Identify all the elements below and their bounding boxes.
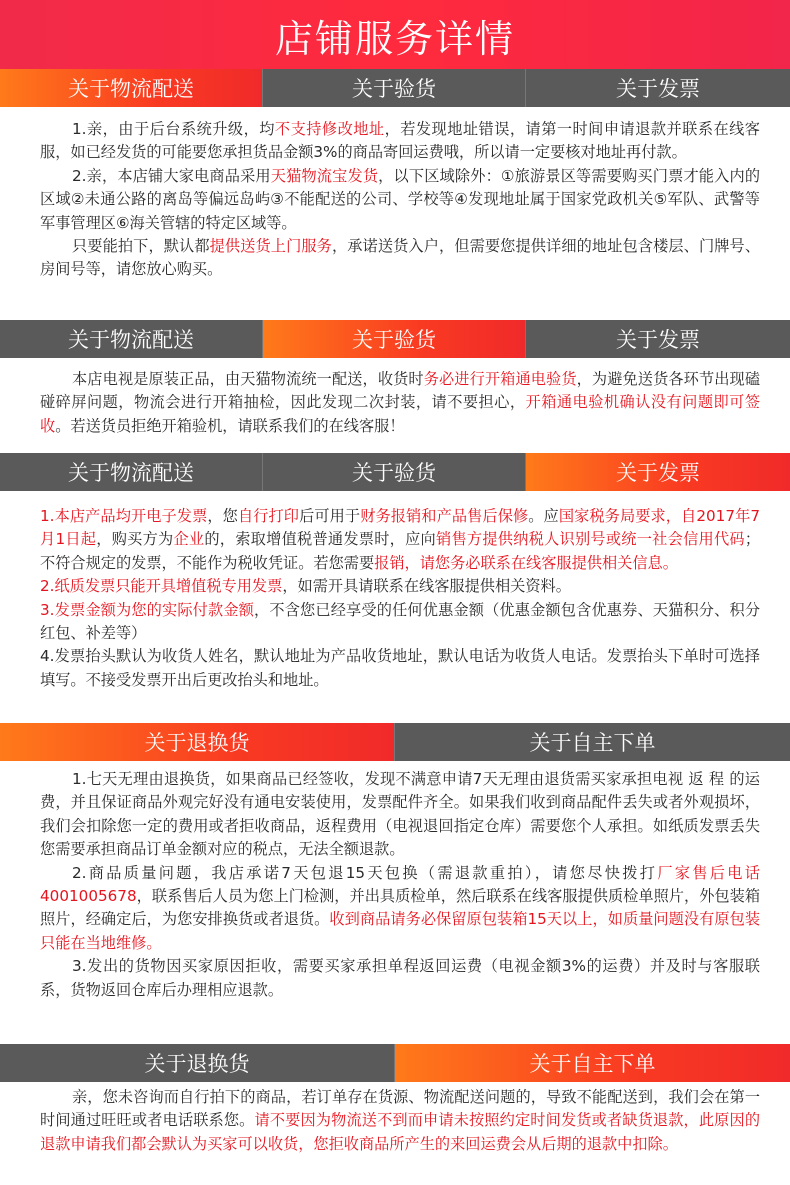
- tab-invoice[interactable]: 关于发票: [526, 69, 790, 107]
- returns-paragraph-1: 1.七天无理由退换货，如果商品已经签收，发现不满意申请7天无理由退货需买家承担电视 返 程 的运费，并且保证商品外观完好没有通电安装使用，发票配件齐全。如果我们收到商品配件丢失或者外观损坏，我们会扣除您一定的费用或者拒收商品，返程费用（电视退回指定仓库）需要您个人承担。如纸质发票丢失您需要承担商品订单金额对应的税点，无法全额退款。: [40, 770, 760, 859]
- inspection-section: [40, 368, 760, 438]
- tabbar-invoice: [0, 453, 790, 491]
- invoice-paragraph-2: 2.纸质发票只能开具增值税专用发票，如需开具请联系在线客服提供相关资料。: [40, 577, 571, 596]
- page-title: 店铺服务详情: [274, 16, 515, 61]
- returns-paragraph-2: 2.商品质量问题，我店承诺7天包退15天包换（需退款重拍），请您尽快拨打厂家售后电话4001005678，联系售后人员为您上门检测，并出具质检单，然后联系在线客服提供质检单照片，外包装箱照片，经确定后，为您安排换货或者退货。收到商品请务必保留原包装箱15天以上，如质量问题没有原包装只能在当地维修。: [40, 863, 761, 952]
- self-order-paragraph: 亲，您未咨询而自行拍下的商品，若订单存在货源、物流配送问题的，导致不能配送到，我们会在第一时间通过旺旺或者电话联系您。请不要因为物流送不到而申请未按照约定时间发货或者缺货退款，此原因的退款申请我们都会默认为买家可以收货，您拒收商品所产生的来回运费会从后期的退款中扣除。: [40, 1088, 761, 1153]
- tab-logistics[interactable]: 关于物流配送: [0, 69, 263, 107]
- tab-invoice[interactable]: 关于发票: [526, 320, 790, 358]
- logistics-paragraph-2: 2.亲，本店铺大家电商品采用天猫物流宝发货，以下区域除外：①旅游景区等需要购买门票才能入内的区域②未通公路的离岛等偏远岛屿③不能配送的公司、学校等④发现地址属于国家党政机关⑤军队、武警等军事管理区⑥海关管辖的特定区域等。: [40, 166, 761, 232]
- tabbar-returns: [0, 723, 790, 761]
- logistics-paragraph-1: 1.亲，由于后台系统升级，均不支持修改地址，若发现地址错误，请第一时间申请退款并联系在线客服，如已经发货的可能要您承担货品金额3%的商品寄回运费哦，所以请一定要核对地址再付款。: [40, 120, 760, 162]
- tabbar-inspection: [0, 320, 790, 358]
- tab-inspection[interactable]: 关于验货: [263, 69, 526, 107]
- tab-self-order[interactable]: 关于自主下单: [395, 723, 790, 761]
- returns-section: [40, 768, 760, 1002]
- invoice-paragraph-3: 3.发票金额为您的实际付款金额，不含您已经享受的任何优惠金额（优惠金额包含优惠券、天猫积分、积分红包、补差等）: [40, 600, 761, 643]
- tab-logistics[interactable]: 关于物流配送: [0, 320, 263, 358]
- tabbar-logistics: [0, 69, 790, 107]
- tab-self-order[interactable]: 关于自主下单: [395, 1044, 790, 1082]
- tab-inspection[interactable]: 关于验货: [263, 453, 526, 491]
- invoice-paragraph-1: 1.本店产品均开电子发票，您自行打印后可用于财务报销和产品售后保修。应国家税务局要求，自2017年7月1日起，购买方为企业的，索取增值税普通发票时，应向销售方提供纳税人识别号或统一社会信用代码；不符合规定的发票，不能作为税收凭证。若您需要报销，请您务必联系在线客服提供相关信息。: [40, 507, 761, 572]
- logistics-section: [40, 118, 760, 282]
- invoice-paragraph-4: 4.发票抬头默认为收货人姓名，默认地址为产品收货地址，默认电话为收货人电话。发票抬头下单时可选择填写。不接受发票开出后更改抬头和地址。: [40, 647, 760, 689]
- logistics-paragraph-3: 只要能拍下，默认都提供送货上门服务，承诺送货入户，但需要您提供详细的地址包含楼层、门牌号、房间号等，请您放心购买。: [40, 237, 761, 279]
- tab-invoice[interactable]: 关于发票: [526, 453, 790, 491]
- returns-paragraph-3: 3.发出的货物因买家原因拒收，需要买家承担单程返回运费（电视金额3%的运费）并及时与客服联系，货物返回仓库后办理相应退款。: [40, 957, 760, 999]
- invoice-section: [40, 505, 760, 692]
- tab-returns[interactable]: 关于退换货: [0, 1044, 395, 1082]
- inspection-paragraph: 本店电视是原装正品，由天猫物流统一配送，收货时务必进行开箱通电验货，为避免送货各环节出现磕碰碎屏问题，物流会进行开箱抽检，因此发现二次封装，请不要担心，开箱通电验机确认没有问题即可签收。若送货员拒绝开箱验机，请联系我们的在线客服！: [40, 370, 761, 435]
- self-order-section: [40, 1086, 760, 1156]
- tab-inspection[interactable]: 关于验货: [263, 320, 526, 358]
- tabbar-self-order: [0, 1044, 790, 1082]
- tab-logistics[interactable]: 关于物流配送: [0, 453, 263, 491]
- page-header: [0, 0, 790, 70]
- tab-returns[interactable]: 关于退换货: [0, 723, 395, 761]
